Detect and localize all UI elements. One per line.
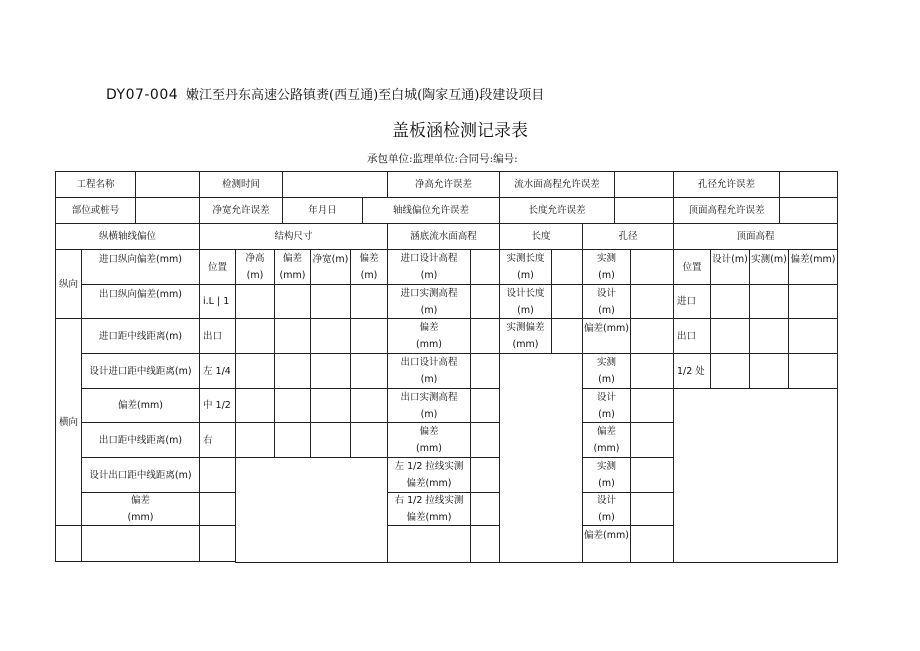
label-inlet-measured-elev: 进口实测高程(m) — [387, 284, 471, 319]
label-span-design-3: 设计(m) — [582, 492, 631, 526]
label-left-half-dev: 左 1/2 拉线实测偏差(mm) — [387, 457, 471, 493]
length-value[interactable] — [551, 249, 583, 285]
struct-cell[interactable] — [235, 388, 275, 423]
value-project-name[interactable] — [135, 171, 200, 198]
struct-pos-1: i.L | 1 — [199, 284, 236, 319]
span-value[interactable] — [630, 388, 674, 423]
struct-cell[interactable] — [310, 388, 351, 423]
struct-pos-7[interactable] — [199, 492, 236, 526]
length-value[interactable] — [551, 284, 583, 319]
label-struct-dev-2: 偏差(m) — [350, 249, 388, 285]
label-project-name: 工程名称 — [55, 171, 136, 198]
label-location: 部位或桩号 — [55, 197, 136, 224]
struct-pos-8[interactable] — [199, 525, 236, 562]
top-cell[interactable] — [788, 353, 838, 389]
label-outlet-long-dev: 出口纵向偏差(mm) — [81, 284, 200, 319]
top-cell[interactable] — [710, 284, 750, 319]
label-transverse-dev-2: 偏差(mm) — [81, 492, 200, 526]
label-clear-height-tol: 净高允许误差 — [387, 171, 500, 198]
struct-cell[interactable] — [350, 318, 388, 354]
value-span-tol[interactable] — [779, 171, 838, 198]
struct-pos-3: 左 1/4 — [199, 353, 236, 389]
struct-blank-area[interactable] — [235, 457, 388, 563]
label-transverse: 横向 — [55, 318, 82, 526]
label-date: 年月日 — [282, 197, 363, 224]
bottom-value[interactable] — [470, 525, 500, 563]
header-span: 孔径 — [582, 223, 674, 250]
project-name: 嫩江至丹东高速公路镇赉(西互通)至白城(陶家互通)段建设项目 — [186, 88, 545, 103]
label-axis-offset-tol: 轴线偏位允许误差 — [362, 197, 500, 224]
struct-cell[interactable] — [235, 422, 275, 458]
top-blank-area[interactable] — [673, 388, 838, 563]
struct-cell[interactable] — [274, 388, 311, 423]
struct-cell[interactable] — [310, 353, 351, 389]
label-top-measured: 实测(m) — [749, 249, 789, 285]
label-right-half-dev: 右 1/2 拉线实测偏差(mm) — [387, 492, 471, 526]
label-span-measured-3: 实测(m) — [582, 457, 631, 493]
label-design-outlet-center-dist: 设计出口距中线距离(m) — [81, 457, 200, 493]
struct-cell[interactable] — [350, 284, 388, 319]
label-clear-width-tol: 净宽允许误差 — [199, 197, 283, 224]
bottom-value[interactable] — [470, 422, 500, 458]
blank-left[interactable] — [55, 525, 82, 562]
span-value[interactable] — [630, 525, 674, 563]
struct-cell[interactable] — [350, 353, 388, 389]
label-measured-length: 实测长度(m) — [499, 249, 552, 285]
label-transverse-dev-1: 偏差(mm) — [81, 388, 200, 423]
label-inlet-long-dev: 进口纵向偏差(mm) — [81, 249, 200, 285]
struct-cell[interactable] — [310, 318, 351, 354]
label-test-time: 检测时间 — [199, 171, 283, 198]
label-span-dev-3: 偏差(mm) — [582, 525, 631, 563]
label-inlet-center-dist: 进口距中线距离(m) — [81, 318, 200, 354]
struct-cell[interactable] — [274, 422, 311, 458]
struct-pos-6[interactable] — [199, 457, 236, 493]
label-span-dev-1: 偏差(mm) — [582, 318, 631, 354]
top-cell[interactable] — [749, 284, 789, 319]
label-measured-length-dev: 实测偏差(mm) — [499, 318, 552, 354]
top-pos-mid: 1/2 处 — [673, 353, 711, 389]
label-bottom-dev-2: 偏差(mm) — [387, 422, 471, 458]
label-outlet-measured-elev: 出口实测高程(m) — [387, 388, 471, 423]
label-top-position: 位置 — [673, 249, 711, 285]
bottom-value[interactable] — [470, 492, 500, 526]
span-value[interactable] — [630, 249, 674, 285]
top-cell[interactable] — [710, 318, 750, 354]
value-test-time[interactable] — [282, 171, 388, 198]
label-design-length: 设计长度(m) — [499, 284, 552, 319]
struct-cell[interactable] — [350, 388, 388, 423]
span-value[interactable] — [630, 457, 674, 493]
length-value[interactable] — [551, 318, 583, 354]
label-outlet-design-elev: 出口设计高程(m) — [387, 353, 471, 389]
struct-pos-4: 中 1/2 — [199, 388, 236, 423]
struct-cell[interactable] — [310, 422, 351, 458]
header-top-elev: 顶面高程 — [673, 223, 838, 250]
label-longitudinal: 纵向 — [55, 249, 82, 319]
label-span-design-1: 设计(m) — [582, 284, 631, 319]
struct-cell[interactable] — [350, 422, 388, 458]
top-cell[interactable] — [749, 318, 789, 354]
top-cell[interactable] — [749, 353, 789, 389]
bottom-value[interactable] — [470, 353, 500, 389]
bottom-value[interactable] — [470, 249, 500, 285]
span-value[interactable] — [630, 318, 674, 354]
label-span-measured-2: 实测(m) — [582, 353, 631, 389]
value-length-tol[interactable] — [614, 197, 674, 224]
label-struct-dev-1: 偏差(mm) — [274, 249, 311, 285]
label-span-design-2: 设计(m) — [582, 388, 631, 423]
struct-cell[interactable] — [235, 353, 275, 389]
struct-cell[interactable] — [235, 318, 275, 354]
label-struct-position: 位置 — [199, 249, 236, 285]
struct-pos-2: 出口 — [199, 318, 236, 354]
top-pos-inlet: 进口 — [673, 284, 711, 319]
header-struct-size: 结构尺寸 — [199, 223, 388, 250]
bottom-value[interactable] — [470, 284, 500, 319]
form-code: DY07-004 — [106, 87, 179, 103]
top-cell[interactable] — [710, 353, 750, 389]
top-pos-outlet: 出口 — [673, 318, 711, 354]
label-outlet-center-dist: 出口距中线距离(m) — [81, 422, 200, 458]
label-span-dev-2: 偏差(mm) — [582, 422, 631, 458]
value-flow-elev-tol[interactable] — [614, 171, 674, 198]
length-blank-area[interactable] — [499, 353, 583, 563]
header-axis-offset: 纵横轴线偏位 — [55, 223, 200, 250]
span-value[interactable] — [630, 284, 674, 319]
bottom-value[interactable] — [470, 388, 500, 423]
header-culvert-bottom: 涵底流水面高程 — [387, 223, 500, 250]
label-bottom-dev-1: 偏差(mm) — [387, 318, 471, 354]
span-value[interactable] — [630, 492, 674, 526]
label-clear-width: 净宽(m) — [310, 249, 351, 285]
label-top-design: 设计(m) — [710, 249, 750, 285]
struct-cell[interactable] — [235, 284, 275, 319]
page-title: 盖板涵检测记录表 — [392, 121, 528, 141]
struct-cell[interactable] — [310, 284, 351, 319]
span-value[interactable] — [630, 422, 674, 458]
span-value[interactable] — [630, 353, 674, 389]
struct-cell[interactable] — [274, 353, 311, 389]
label-design-inlet-center-dist: 设计进口距中线距离(m) — [81, 353, 200, 389]
struct-pos-5: 右 — [199, 422, 236, 458]
form-subtitle: 承包单位:监理单位:合同号:编号: — [367, 153, 518, 165]
label-span-measured-1: 实测(m) — [582, 249, 631, 285]
top-cell[interactable] — [788, 318, 838, 354]
header-length: 长度 — [499, 223, 583, 250]
label-clear-height: 净高(m) — [235, 249, 275, 285]
struct-cell[interactable] — [274, 284, 311, 319]
label-length-tol: 长度允许误差 — [499, 197, 615, 224]
bottom-blank[interactable] — [387, 525, 471, 563]
bottom-value[interactable] — [470, 457, 500, 493]
top-cell[interactable] — [788, 284, 838, 319]
label-span-tol: 孔径允许误差 — [673, 171, 780, 198]
label-inlet-design-elev: 进口设计高程(m) — [387, 249, 471, 285]
label-top-elev-tol: 顶面高程允许误差 — [673, 197, 780, 224]
struct-cell[interactable] — [274, 318, 311, 354]
bottom-value[interactable] — [470, 318, 500, 354]
blank-left-value[interactable] — [81, 525, 200, 562]
value-top-elev-tol[interactable] — [779, 197, 838, 224]
label-top-dev: 偏差(mm) — [788, 249, 838, 285]
label-flow-elev-tol: 流水面高程允许误差 — [499, 171, 615, 198]
value-location[interactable] — [135, 197, 200, 224]
